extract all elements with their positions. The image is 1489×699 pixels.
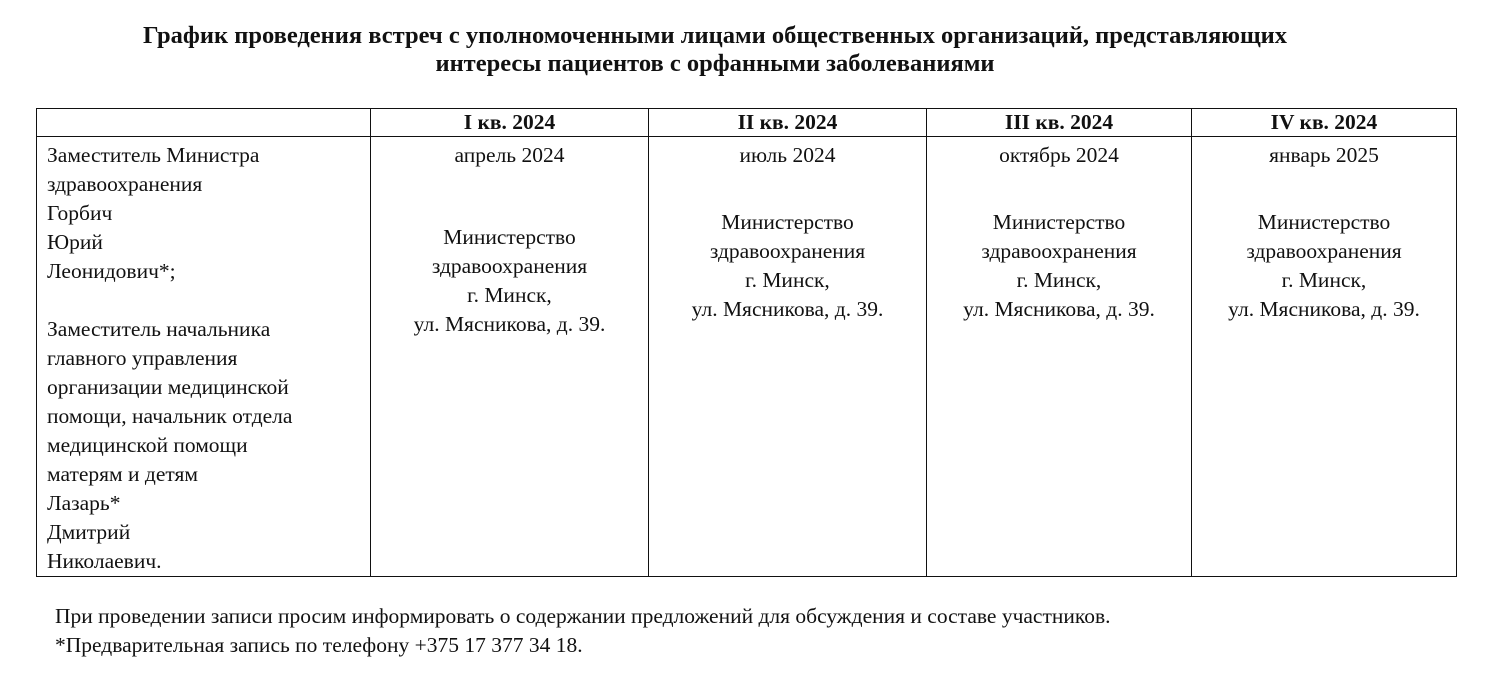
title-line-2: интересы пациентов с орфанными заболеваниями (435, 50, 995, 77)
responsible-persons-cell (37, 137, 371, 577)
paragraph-gap (47, 286, 370, 315)
venue-line: ул. Мясникова, д. 39. (963, 297, 1155, 321)
person1-line: Горбич (47, 201, 113, 225)
meeting-month: июль 2024 (739, 143, 836, 167)
footer-note-phone: *Предварительная запись по телефону +375 17 377 34 18. (55, 633, 583, 657)
person2-line: помощи, начальник отдела (47, 404, 293, 428)
header-cell-q1: I кв. 2024 (371, 109, 649, 137)
meeting-venue (1192, 208, 1456, 324)
quarter-cell-q1 (371, 137, 649, 577)
venue-line: г. Минск, (1016, 268, 1102, 292)
table-row (37, 137, 1457, 577)
venue-line: г. Минск, (467, 283, 552, 307)
person2-line: Лазарь* (47, 491, 121, 515)
quarter-cell-q3 (927, 137, 1192, 577)
meeting-month: апрель 2024 (454, 143, 565, 167)
venue-line: здравоохранения (709, 239, 866, 263)
person2-line: главного управления (47, 346, 238, 370)
person2-line: Заместитель начальника (47, 317, 271, 341)
person2-line: Николаевич. (47, 549, 162, 573)
venue-line: Министерство (721, 210, 854, 234)
venue-line: г. Минск, (745, 268, 830, 292)
meeting-venue (649, 208, 926, 324)
venue-line: здравоохранения (981, 239, 1137, 263)
quarter-cell-q2 (649, 137, 927, 577)
schedule-table (36, 108, 1457, 577)
person1-line: Леонидович*; (47, 259, 176, 283)
venue-line: ул. Мясникова, д. 39. (1228, 297, 1420, 321)
venue-line: ул. Мясникова, д. 39. (413, 312, 606, 336)
header-cell-q2: II кв. 2024 (649, 109, 927, 137)
header-row (37, 109, 1457, 137)
title-line-1: График проведения встреч с уполномоченными лицами общественных организаций, представляющих (142, 22, 1287, 49)
meeting-month: октябрь 2024 (999, 143, 1119, 167)
venue-line: здравоохранения (1246, 239, 1402, 263)
person2-line: организации медицинской (47, 375, 289, 399)
person2-line: матерям и детям (47, 462, 198, 486)
header-cell-q4: IV кв. 2024 (1192, 109, 1457, 137)
meeting-venue (371, 223, 648, 339)
venue-line: г. Минск, (1281, 268, 1367, 292)
footer-notes (55, 602, 1111, 660)
person1-line: здравоохранения (47, 172, 203, 196)
document-title (0, 22, 1430, 78)
person1-line: Заместитель Министра (47, 143, 260, 167)
meeting-venue (927, 208, 1191, 324)
venue-line: Министерство (1257, 210, 1391, 234)
quarter-cell-q4 (1192, 137, 1457, 577)
venue-line: здравоохранения (431, 254, 588, 278)
header-cell-q3: III кв. 2024 (927, 109, 1192, 137)
person2-line: Дмитрий (47, 520, 131, 544)
footer-note-info: При проведении записи просим информировать о содержании предложений для обсуждения и составе участников. (55, 604, 1111, 628)
venue-line: ул. Мясникова, д. 39. (691, 297, 884, 321)
venue-line: Министерство (443, 225, 576, 249)
person1-line: Юрий (47, 230, 103, 254)
person2-line: медицинской помощи (47, 433, 248, 457)
meeting-month: январь 2025 (1269, 143, 1379, 167)
venue-line: Министерство (992, 210, 1126, 234)
header-cell-empty (37, 109, 371, 137)
